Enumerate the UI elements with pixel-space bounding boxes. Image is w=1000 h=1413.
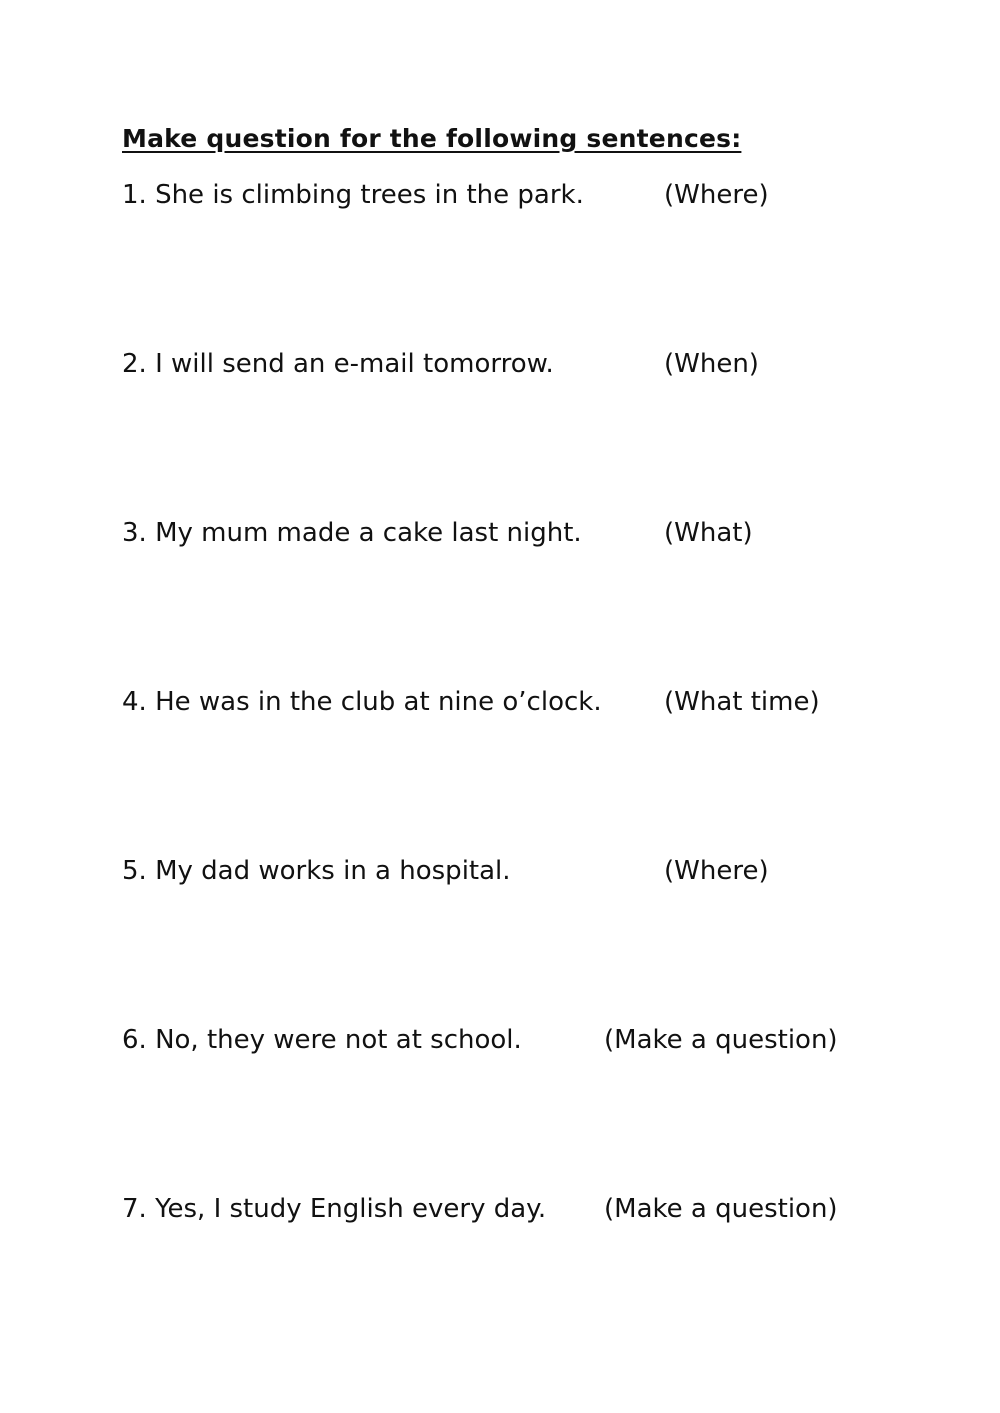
question-word-hint: (What time) [664, 687, 820, 717]
sentence: 3. My mum made a cake last night. [122, 518, 582, 548]
question-item-3 [122, 518, 882, 558]
question-word-hint: (When) [664, 349, 759, 379]
sentence: 2. I will send an e-mail tomorrow. [122, 349, 554, 379]
question-item-1 [122, 180, 882, 220]
question-item-6 [122, 1025, 882, 1065]
sentence: 4. He was in the club at nine o’clock. [122, 687, 602, 717]
question-item-4 [122, 687, 882, 727]
question-item-7 [122, 1194, 882, 1234]
question-word-hint: (Make a question) [604, 1194, 838, 1224]
worksheet-title: Make question for the following sentences: [122, 124, 742, 153]
question-word-hint: (Where) [664, 856, 769, 886]
sentence: 5. My dad works in a hospital. [122, 856, 511, 886]
question-item-2 [122, 349, 882, 389]
sentence: 6. No, they were not at school. [122, 1025, 522, 1055]
question-word-hint: (Where) [664, 180, 769, 210]
question-word-hint: (What) [664, 518, 753, 548]
question-word-hint: (Make a question) [604, 1025, 838, 1055]
sentence: 1. She is climbing trees in the park. [122, 180, 584, 210]
question-item-5 [122, 856, 882, 896]
sentence: 7. Yes, I study English every day. [122, 1194, 547, 1224]
